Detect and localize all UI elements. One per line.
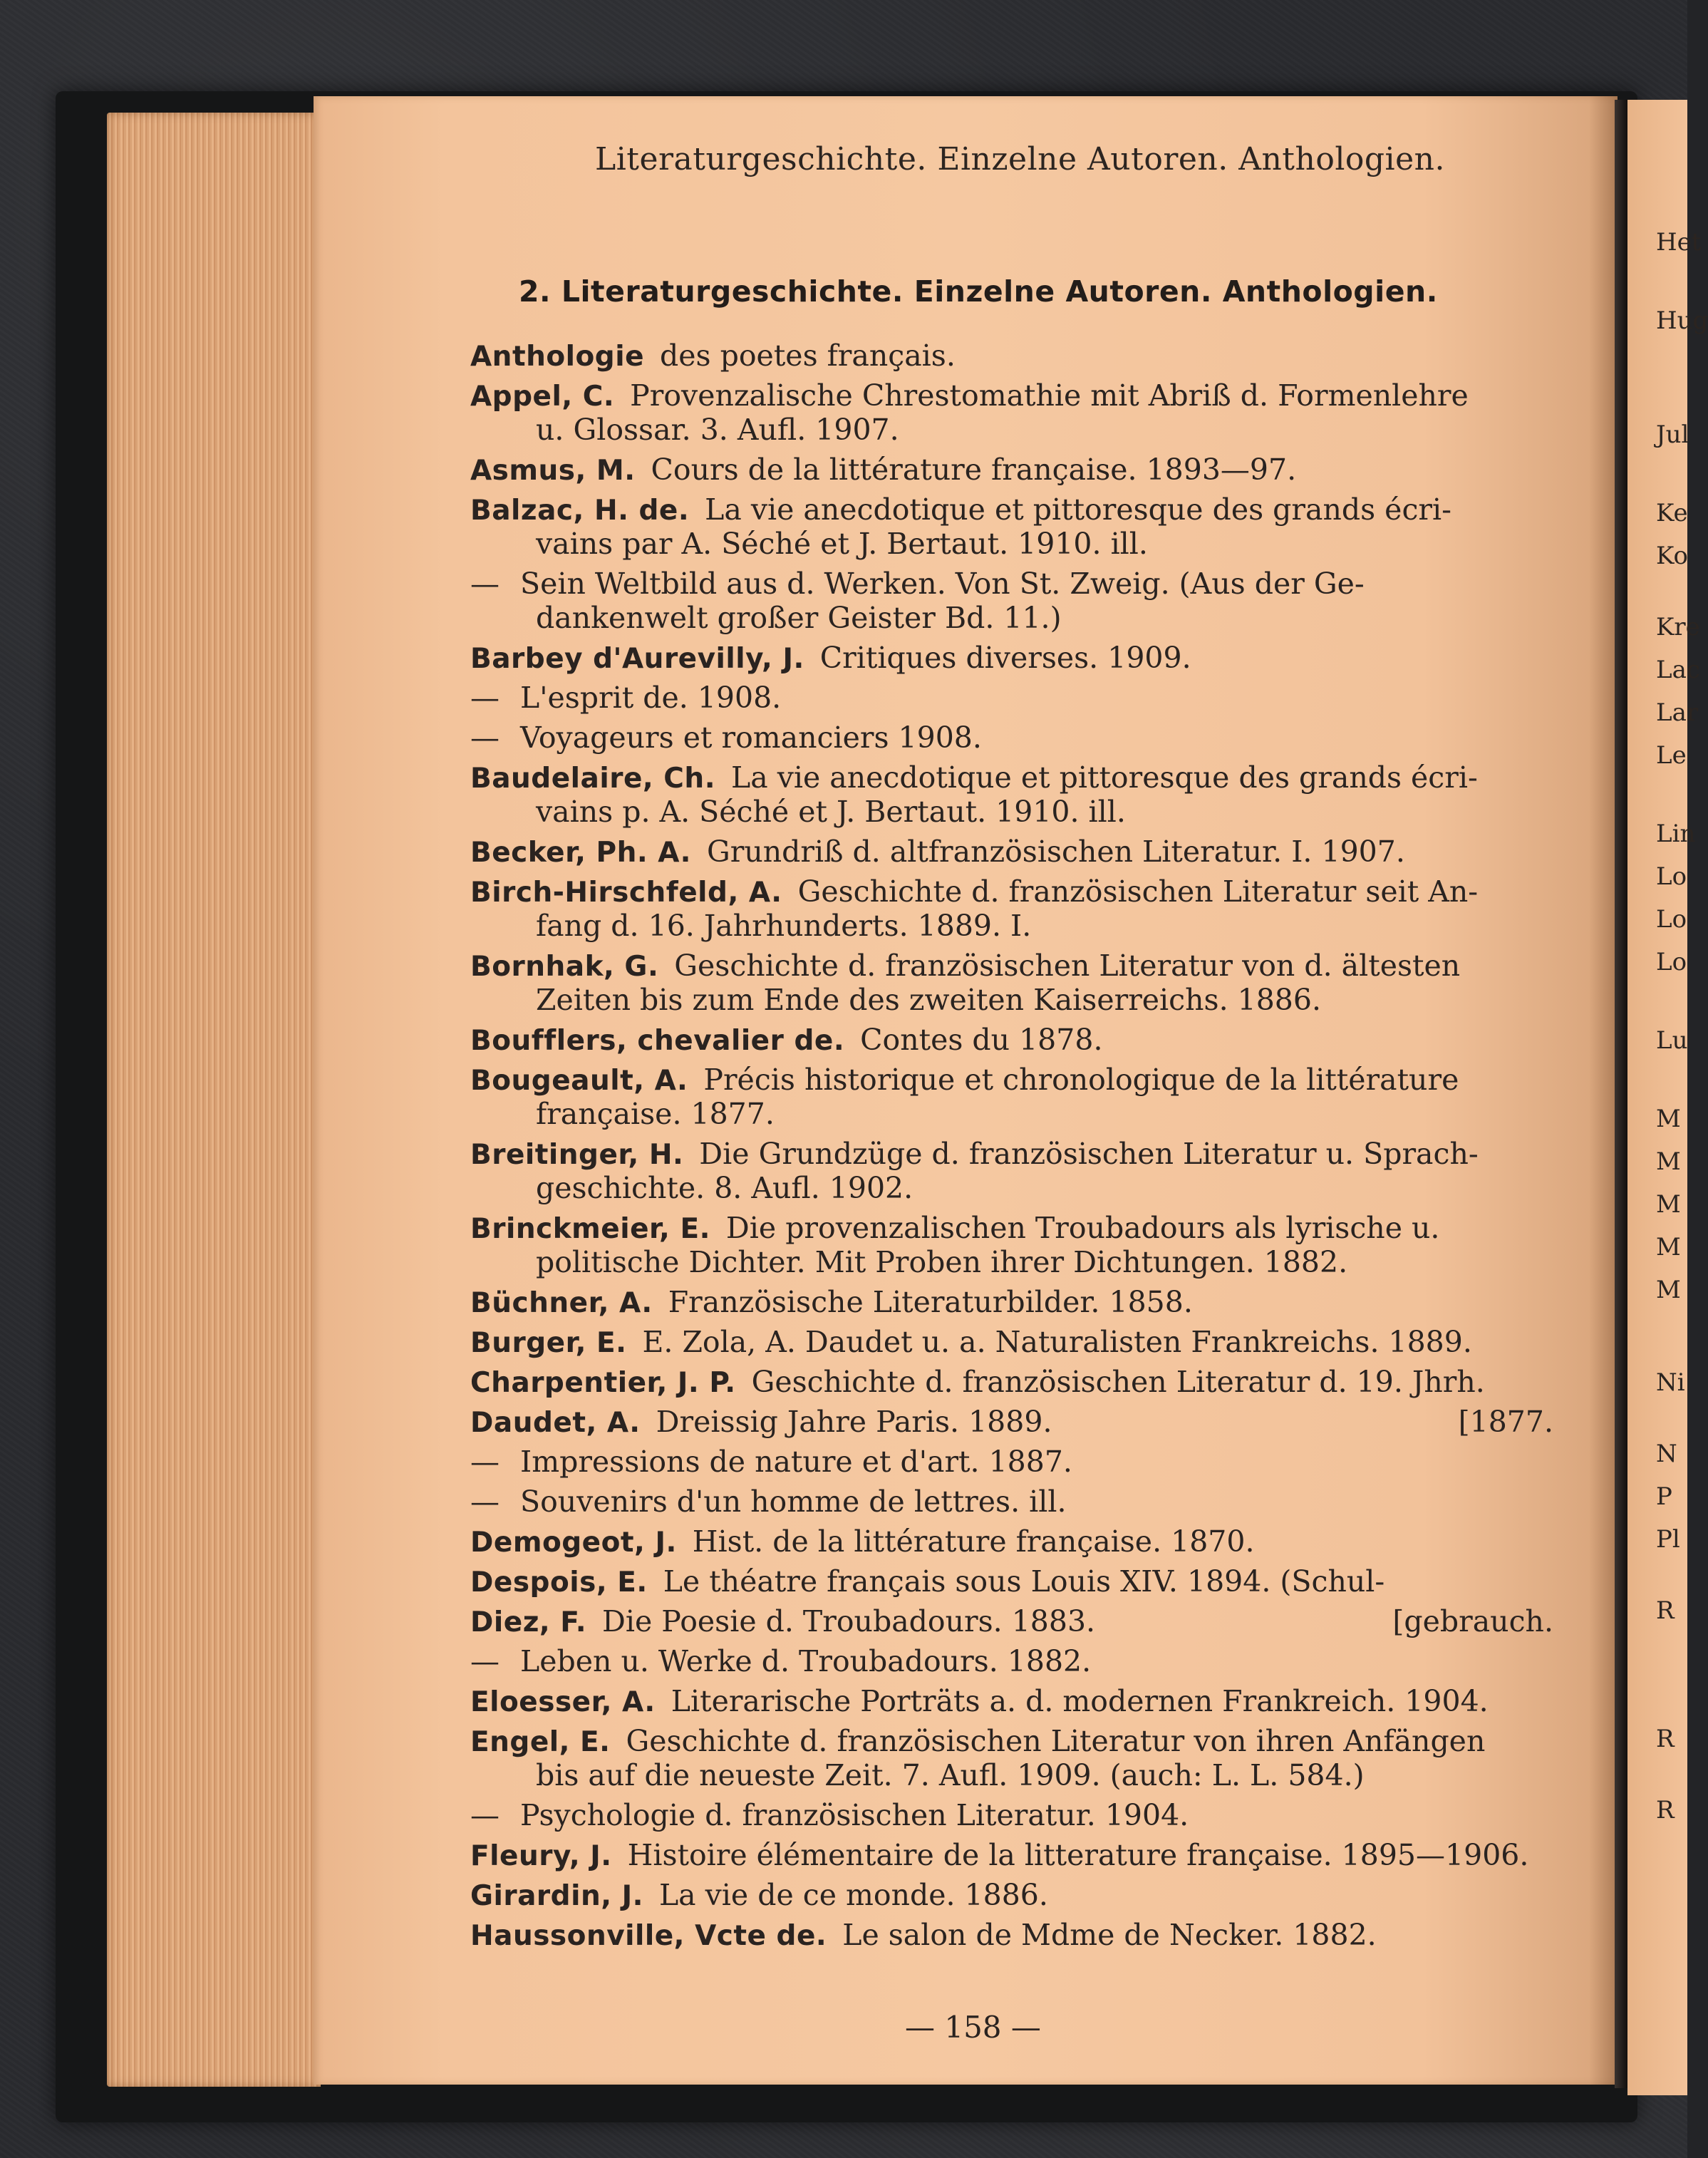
next-page-fragment: Lo — [1656, 905, 1687, 934]
entry-author: Charpentier, J. P. — [470, 1367, 736, 1399]
entry-dash: — — [470, 1644, 500, 1678]
entry-title: Geschichte d. französischen Literatur seit An- — [797, 874, 1479, 909]
entry-author: Diez, F. — [470, 1606, 587, 1638]
next-page-fragment: Lar — [1656, 698, 1699, 727]
next-page-fragment: M — [1656, 1105, 1681, 1133]
entry-author: Bornhak, G. — [470, 951, 659, 983]
entry-line — [470, 1211, 1553, 1245]
entry-line — [470, 721, 1553, 755]
entry-line — [470, 1724, 1553, 1758]
entry-line — [470, 641, 1553, 675]
entry-author: Fleury, J. — [470, 1840, 612, 1872]
entry-line — [470, 874, 1553, 909]
entry-line — [470, 1325, 1553, 1359]
entry-title: Le théatre français sous Louis XIV. 1894. (Schul- — [663, 1564, 1385, 1599]
entry-dash: — — [470, 1798, 500, 1832]
bibliography-entry — [470, 1405, 1553, 1439]
bibliography-entry — [470, 378, 1553, 447]
bibliography-entry — [470, 874, 1553, 943]
next-page-fragment: Lac — [1656, 656, 1700, 684]
entry-line — [470, 1564, 1553, 1599]
entry-title: Provenzalische Chrestomathie mit Abriß d. Formenlehre — [630, 378, 1469, 413]
entry-line — [470, 1798, 1553, 1832]
entry-title: Geschichte d. französischen Literatur von d. ältesten — [674, 949, 1461, 983]
next-page-sliver — [1627, 100, 1708, 2095]
next-page-fragment: Het — [1656, 228, 1702, 257]
entry-title: Le salon de Mdme de Necker. 1882. — [842, 1918, 1377, 1952]
bibliography-entry — [470, 681, 1553, 715]
entry-title: La vie anecdotique et pittoresque des grands écri- — [705, 492, 1451, 527]
entry-line — [470, 453, 1553, 487]
entry-author: Engel, E. — [470, 1726, 611, 1758]
entry-author: Anthologie — [470, 341, 645, 373]
entry-continuation: Zeiten bis zum Ende des zweiten Kaiserreichs. 1886. — [536, 983, 1322, 1017]
entry-overflow-note: [gebrauch. — [1392, 1604, 1553, 1638]
entry-author: Breitinger, H. — [470, 1139, 684, 1171]
entry-continuation: dankenwelt großer Geister Bd. 11.) — [536, 601, 1062, 635]
entry-continuation: vains p. A. Séché et J. Bertaut. 1910. ill. — [536, 795, 1126, 829]
entry-author: Bougeault, A. — [470, 1065, 688, 1097]
entry-title: Critiques diverses. 1909. — [819, 641, 1191, 675]
bibliography-entry — [470, 1485, 1553, 1519]
entry-title: Die Poesie d. Troubadours. 1883. — [602, 1604, 1096, 1638]
entry-line — [470, 492, 1553, 527]
entry-line — [470, 1445, 1553, 1479]
entry-author: Boufflers, chevalier de. — [470, 1025, 845, 1057]
entry-title: Hist. de la littérature française. 1870. — [692, 1524, 1255, 1559]
bibliography-entry — [470, 453, 1553, 487]
next-page-fragment: M — [1656, 1147, 1681, 1176]
page-edges — [107, 113, 321, 2087]
next-page-fragment: M — [1656, 1190, 1681, 1219]
entry-line — [470, 1485, 1553, 1519]
entry-line — [470, 1063, 1553, 1097]
next-page-fragment: R — [1656, 1725, 1675, 1753]
next-page-fragment: Jul — [1656, 420, 1689, 449]
entry-line — [470, 1878, 1553, 1912]
bibliography-entry — [470, 721, 1553, 755]
entry-title: Französische Literaturbilder. 1858. — [668, 1285, 1193, 1319]
entry-continuation: vains par A. Séché et J. Bertaut. 1910. ill. — [536, 527, 1148, 561]
entry-author: Birch-Hirschfeld, A. — [470, 877, 782, 909]
entry-author: Baudelaire, Ch. — [470, 763, 716, 795]
bibliography-entry — [470, 1023, 1553, 1057]
bibliography-entry — [470, 760, 1553, 829]
entry-author: Girardin, J. — [470, 1880, 643, 1912]
bibliography-entry — [470, 339, 1553, 373]
entry-line — [470, 681, 1553, 715]
bibliography-list — [470, 339, 1553, 1958]
next-page-fragment: M — [1656, 1233, 1681, 1261]
next-page-fragment: R — [1656, 1796, 1675, 1824]
bibliography-entry — [470, 1724, 1553, 1792]
next-page-fragment: Lo — [1656, 948, 1687, 976]
entry-author: Haussonville, Vcte de. — [470, 1920, 827, 1952]
bibliography-entry — [470, 1684, 1553, 1718]
entry-continuation: française. 1877. — [536, 1097, 775, 1131]
entry-line — [470, 835, 1553, 869]
entry-line — [470, 760, 1553, 795]
entry-author: Asmus, M. — [470, 455, 636, 487]
entry-title: Précis historique et chronologique de la littérature — [703, 1063, 1459, 1097]
bibliography-entry — [470, 1918, 1553, 1952]
entry-dash: — — [470, 567, 500, 601]
bibliography-entry — [470, 1838, 1553, 1872]
entry-line — [470, 378, 1553, 413]
entry-dash: — — [470, 1485, 500, 1519]
entry-author: Daudet, A. — [470, 1407, 641, 1439]
entry-line — [470, 1405, 1553, 1439]
entry-title: Die Grundzüge d. französischen Literatur u. Sprach- — [699, 1137, 1479, 1171]
entry-line — [470, 1365, 1553, 1399]
bibliography-entry — [470, 1063, 1553, 1131]
bibliography-entry — [470, 835, 1553, 869]
entry-title: des poetes français. — [660, 339, 956, 373]
bibliography-entry — [470, 1325, 1553, 1359]
next-page-fragment: Pl — [1656, 1525, 1680, 1554]
entry-title: Geschichte d. französischen Literatur von ihren Anfängen — [626, 1724, 1486, 1758]
entry-continuation: politische Dichter. Mit Proben ihrer Dichtungen. 1882. — [536, 1245, 1348, 1279]
entry-author: Becker, Ph. A. — [470, 837, 691, 869]
entry-title: Psychologie d. französischen Literatur. 1904. — [520, 1798, 1189, 1832]
entry-title: Histoire élémentaire de la litterature française. 1895—1906. — [627, 1838, 1529, 1872]
book-gutter — [1615, 100, 1627, 2088]
entry-author: Büchner, A. — [470, 1287, 653, 1319]
bibliography-entry — [470, 1524, 1553, 1559]
entry-title: Literarische Porträts a. d. modernen Frankreich. 1904. — [671, 1684, 1489, 1718]
entry-title: Cours de la littérature française. 1893—97. — [651, 453, 1297, 487]
bibliography-entry — [470, 492, 1553, 561]
entry-line — [470, 567, 1553, 601]
bibliography-entry — [470, 1285, 1553, 1319]
bibliography-entry — [470, 1365, 1553, 1399]
entry-line — [470, 949, 1553, 983]
next-page-fragment: Ke — [1656, 499, 1688, 527]
next-page-fragment: Le — [1656, 741, 1687, 770]
entry-line — [470, 1023, 1553, 1057]
entry-line — [470, 1684, 1553, 1718]
bibliography-entry — [470, 1137, 1553, 1205]
bibliography-entry — [470, 1564, 1553, 1599]
section-title: 2. Literaturgeschichte. Einzelne Autoren. Anthologien. — [519, 274, 1438, 309]
bibliography-entry — [470, 1604, 1553, 1638]
entry-author: Balzac, H. de. — [470, 495, 690, 527]
bibliography-entry — [470, 567, 1553, 635]
next-page-fragment: Lo — [1656, 862, 1687, 891]
next-page-fragment: Lu — [1656, 1026, 1688, 1055]
entry-title: La vie anecdotique et pittoresque des grands écri- — [731, 760, 1478, 795]
bibliography-entry — [470, 949, 1553, 1017]
bibliography-entry — [470, 1798, 1553, 1832]
entry-line — [470, 1524, 1553, 1559]
next-page-fragment: Ni — [1656, 1368, 1685, 1397]
entry-dash: — — [470, 1445, 500, 1479]
entry-title: L'esprit de. 1908. — [520, 681, 782, 715]
entry-title: Souvenirs d'un homme de lettres. ill. — [520, 1485, 1067, 1519]
entry-title: Impressions de nature et d'art. 1887. — [520, 1445, 1072, 1479]
entry-title: Voyageurs et romanciers 1908. — [520, 721, 982, 755]
entry-dash: — — [470, 721, 500, 755]
entry-line — [470, 1137, 1553, 1171]
entry-title: Geschichte d. französischen Literatur d. 19. Jhrh. — [751, 1365, 1485, 1399]
page-number: — 158 — — [905, 2010, 1041, 2045]
entry-line — [470, 1604, 1553, 1638]
next-page-fragment: R — [1656, 1596, 1675, 1625]
bibliography-entry — [470, 1878, 1553, 1912]
entry-line — [470, 339, 1553, 373]
entry-author: Burger, E. — [470, 1327, 627, 1359]
entry-title: Die provenzalischen Troubadours als lyrische u. — [725, 1211, 1440, 1245]
next-page-fragment: Kre — [1656, 613, 1700, 641]
entry-line — [470, 1644, 1553, 1678]
entry-title: Sein Weltbild aus d. Werken. Von St. Zweig. (Aus der Ge- — [520, 567, 1365, 601]
entry-author: Appel, C. — [470, 381, 615, 413]
entry-title: Dreissig Jahre Paris. 1889. — [656, 1405, 1052, 1439]
entry-line — [470, 1838, 1553, 1872]
entry-title: La vie de ce monde. 1886. — [658, 1878, 1048, 1912]
entry-title: Leben u. Werke d. Troubadours. 1882. — [520, 1644, 1092, 1678]
entry-author: Brinckmeier, E. — [470, 1213, 710, 1245]
entry-author: Despois, E. — [470, 1566, 648, 1599]
entry-continuation: u. Glossar. 3. Aufl. 1907. — [536, 413, 899, 447]
entry-continuation: fang d. 16. Jahrhunderts. 1889. I. — [536, 909, 1032, 943]
entry-title: E. Zola, A. Daudet u. a. Naturalisten Frankreichs. 1889. — [642, 1325, 1472, 1359]
entry-overflow-note: [1877. — [1458, 1405, 1553, 1439]
entry-author: Demogeot, J. — [470, 1527, 677, 1559]
bibliography-entry — [470, 1211, 1553, 1279]
entry-author: Eloesser, A. — [470, 1686, 656, 1718]
next-page-fragment: Hug — [1656, 306, 1708, 335]
bibliography-entry — [470, 1644, 1553, 1678]
entry-title: Contes du 1878. — [860, 1023, 1103, 1057]
running-head: Literaturgeschichte. Einzelne Autoren. Anthologien. — [595, 141, 1445, 177]
entry-line — [470, 1918, 1553, 1952]
next-page-fragment: N — [1656, 1440, 1677, 1468]
bibliography-entry — [470, 1445, 1553, 1479]
bibliography-entry — [470, 641, 1553, 675]
next-page-fragment: M — [1656, 1276, 1681, 1304]
entry-author: Barbey d'Aurevilly, J. — [470, 643, 804, 675]
next-page-fragment: Ko — [1656, 542, 1688, 570]
entry-continuation: geschichte. 8. Aufl. 1902. — [536, 1171, 913, 1205]
entry-continuation: bis auf die neueste Zeit. 7. Aufl. 1909. (auch: L. L. 584.) — [536, 1758, 1365, 1792]
entry-line — [470, 1285, 1553, 1319]
next-page-fragment: P — [1656, 1482, 1672, 1511]
next-page-fragment: Lin — [1656, 820, 1696, 848]
entry-title: Grundriß d. altfranzösischen Literatur. I. 1907. — [707, 835, 1405, 869]
entry-dash: — — [470, 681, 500, 715]
